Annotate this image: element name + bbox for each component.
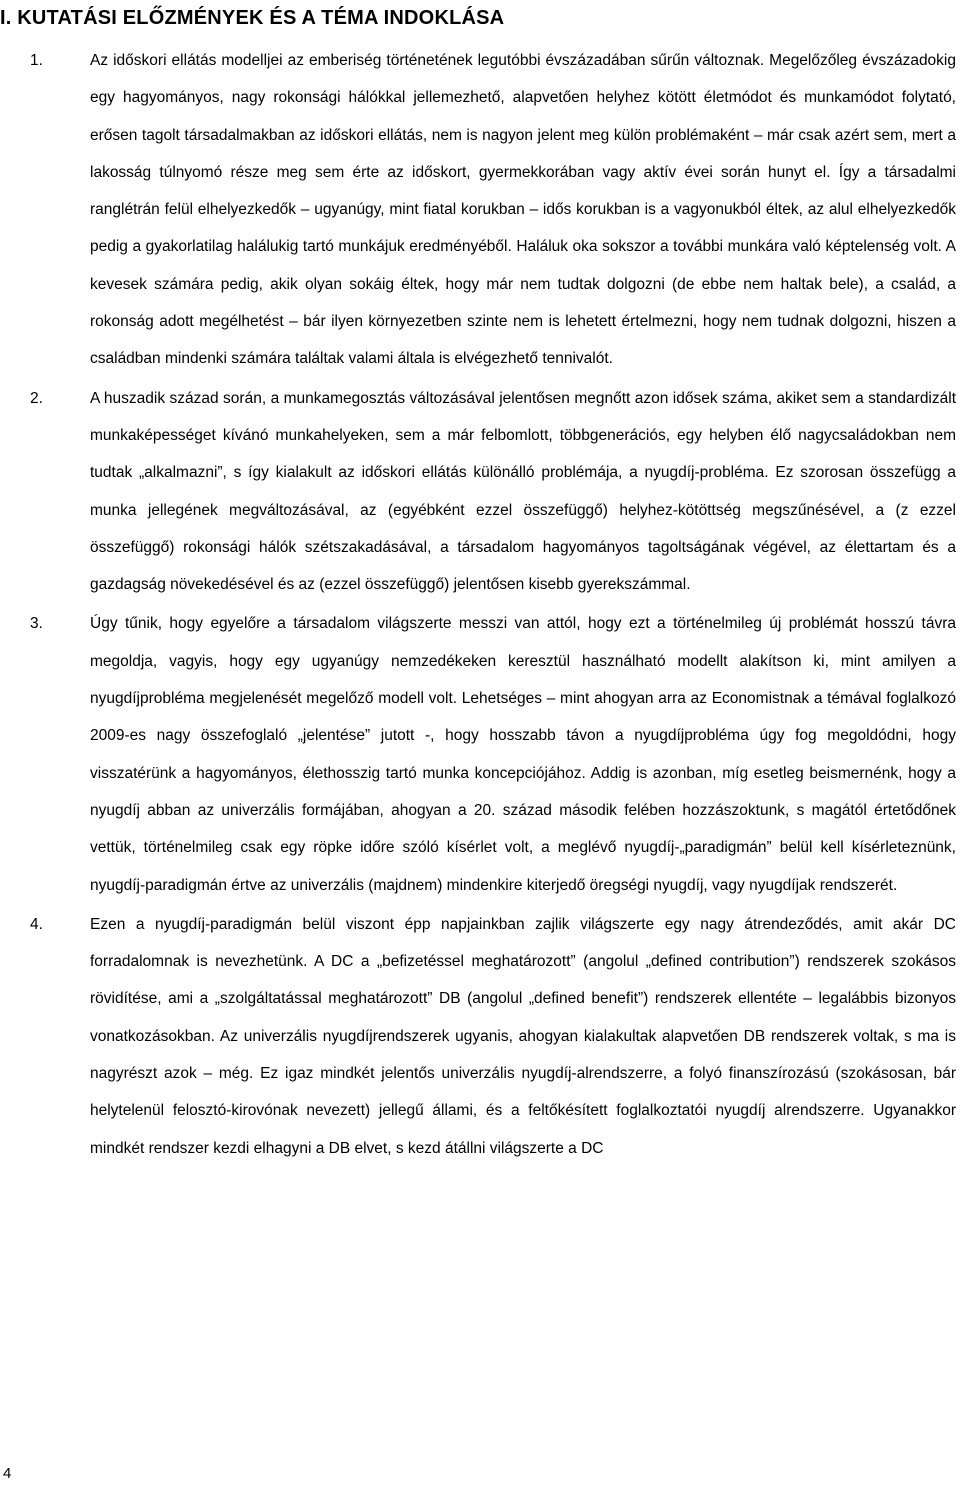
item-number: 2. bbox=[30, 389, 43, 407]
paragraph-text: Ezen a nyugdíj-paradigmán belül viszont épp napjainkban zajlik világszerte egy nagy átrendeződés, amit akár DC forradalomnak is nevezhetünk. A DC a „befizetéssel meghatározott” (angolul „defined contribution”) rendszerek szokásos rövidítése, ami a „szolgáltatással meghatározott” DB (angolul „defined benefit”) rendszerek ellentéte – legalábbis bizonyos vonatkozásokban. Az univerzális nyugdíjrendszerek ugyanis, ahogyan kialakultak alapvetően DB rendszerek voltak, s ma is nagyrészt azok – még. Ez igaz mindkét jelentős univerzális nyugdíj-alrendszerre, a folyó finanszírozású (szokásosan, bár helytelenül felosztó-kirovónak nevezett) jellegű állami, és a feltőkésített foglalkoztatói nyugdíj alrendszerre. Ugyanakkor mindkét rendszer kezdi elhagyni a DB elvet, s kezd átállni világszerte a DC bbox=[90, 915, 956, 1157]
list-item bbox=[0, 42, 956, 378]
numbered-paragraph-list bbox=[0, 42, 956, 1169]
section-heading: I. KUTATÁSI ELŐZMÉNYEK ÉS A TÉMA INDOKLÁSA bbox=[0, 7, 505, 29]
page-number: 4 bbox=[3, 1465, 12, 1482]
paragraph-text: A huszadik század során, a munkamegosztás változásával jelentősen megnőtt azon idősek száma, akiket sem a standardizált munkaképességet kívánó munkahelyeken, sem a már felbomlott, többgenerációs, egy helyben élő nagycsaládokban nem tudtak „alkalmazni”, s így kialakult az időskori ellátás különálló problémája, a nyugdíj-probléma. Ez szorosan összefügg a munka jellegének megváltozásával, az (egyébként ezzel összefüggő) helyhez-kötöttség megszűnésével, a (z ezzel összefüggő) rokonsági hálók szétszakadásával, a társadalom hagyományos tagoltságának végével, az élettartam és a gazdagság növekedésével és az (ezzel összefüggő) jelentősen kisebb gyerekszámmal. bbox=[90, 389, 956, 594]
list-item bbox=[0, 906, 956, 1167]
item-number: 4. bbox=[30, 915, 43, 933]
paragraph-text: Az időskori ellátás modelljei az emberiség történetének legutóbbi évszázadában sűrűn változnak. Megelőzőleg évszázadokig egy hagyományos, nagy rokonsági hálókkal jellemezhető, alapvetően helyhez kötött életmódot és munkamódot folytató, erősen tagolt társadalmakban az időskori ellátás, nem is nagyon jelent meg külön problémaként – már csak azért sem, mert a lakosság túlnyomó része meg sem érte az időskort, gyermekkorában vagy aktív évei során hunyt el. Így a társadalmi ranglétrán felül elhelyezkedők – ugyanúgy, mint fiatal korukban – idős korukban is a vagyonukból éltek, az alul elhelyezkedők pedig a gyakorlatilag halálukig tartó munkájuk eredményéből. Haláluk oka sokszor a további munkára való képtelenség volt. A kevesek számára pedig, akik olyan sokáig éltek, hogy már nem tudtak dolgozni (de ebbe nem haltak bele), a család, a rokonság adott megélhetést – bár ilyen környezetben szinte nem is lehetett értelmezni, hogy nem tudnak dolgozni, hiszen a családban mindenki számára találtak valami általa is elvégezhető tennivalót. bbox=[90, 52, 956, 368]
item-number: 1. bbox=[30, 52, 43, 69]
list-item bbox=[0, 605, 956, 903]
paragraph-text: Úgy tűnik, hogy egyelőre a társadalom világszerte messzi van attól, hogy ezt a történelmileg új problémát hosszú távra megoldja, vagyis, hogy egy ugyanúgy nemzedékeken keresztül használható modellt alakítson ki, mint amilyen a nyugdíjprobléma megjelenését megelőző modell volt. Lehetséges – mint ahogyan arra az Economistnak a témával foglalkozó 2009-es nagy összefoglaló „jelentése” jutott -, hogy hosszabb távon a nyugdíjprobléma úgy fog megoldódni, hogy visszatérünk a hagyományos, élethosszig tartó munka koncepciójához. Addig is azonban, míg esetleg beismernénk, hogy a nyugdíj abban az univerzális formájában, ahogyan a 20. század második felében hozzászoktunk, s magától értetődőnek vettük, történelmileg csak egy röpke időre szóló kísérlet volt, a meglévő nyugdíj-„paradigmán” belül kell kísérleteznünk, nyugdíj-paradigmán értve az univerzális (majdnem) mindenkire kiterjedő öregségi nyugdíj, vagy nyugdíjak rendszerét. bbox=[90, 615, 956, 894]
list-item bbox=[0, 380, 956, 604]
item-number: 3. bbox=[30, 615, 43, 633]
